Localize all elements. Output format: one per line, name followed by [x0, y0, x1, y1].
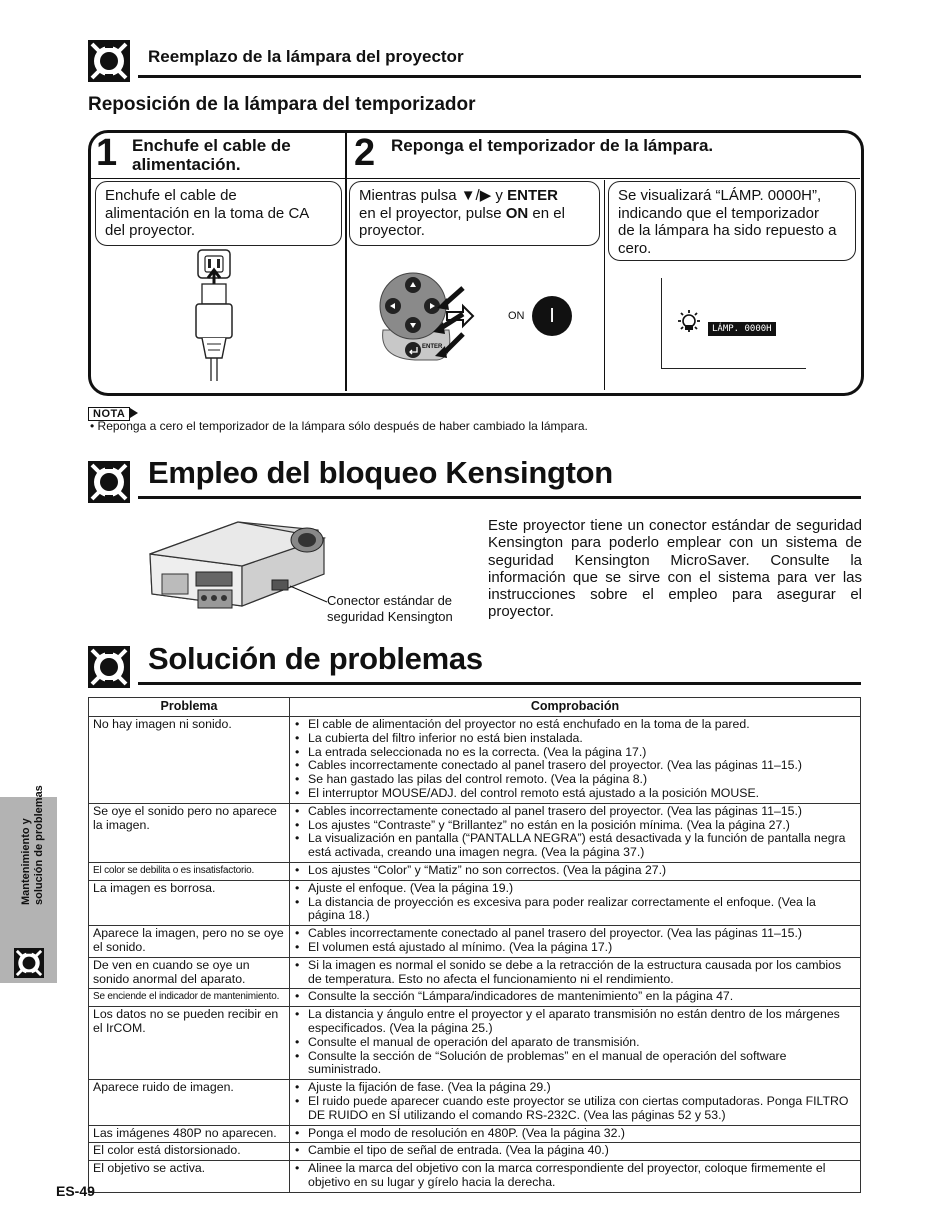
- check-item: • El ruido puede aparecer cuando este proyector se utiliza con ciertas computadoras. Ponga FILTRO DE RUIDO en SÍ utilizando el comando RS-232C. (Vea las páginas 52 y 53.): [294, 1095, 856, 1123]
- check-cell: [290, 1080, 861, 1125]
- check-cell: [290, 1161, 861, 1193]
- kensington-rule: [138, 496, 861, 499]
- table-row: [89, 1143, 861, 1161]
- step-2-title: Reponga el temporizador de la lámpara.: [391, 136, 714, 155]
- problem-cell: Los datos no se pueden recibir en el IrCOM.: [89, 1007, 290, 1080]
- problem-cell: Se oye el sonido pero no aparece la imagen.: [89, 803, 290, 862]
- check-cell: [290, 957, 861, 989]
- table-row: [89, 1125, 861, 1143]
- check-item: • Consulte la sección de “Solución de problemas” en el manual de operación del software suministrado.: [294, 1050, 856, 1078]
- problem-cell: El color se debilita o es insatisfactorio.: [89, 862, 290, 880]
- check-item: • La distancia de proyección es excesiva para poder realizar correctamente el enfoque. (Vea la página 18.): [294, 896, 856, 924]
- problem-cell: No hay imagen ni sonido.: [89, 717, 290, 804]
- power-on-button: I: [532, 296, 572, 336]
- troubleshooting-title: Solución de problemas: [148, 641, 483, 676]
- table-row: [89, 989, 861, 1007]
- kensington-title: Empleo del bloqueo Kensington: [148, 455, 613, 490]
- osd-lamp-readout: LÁMP. 0000H: [708, 322, 776, 336]
- step-1-bubble: Enchufe el cable de alimentación en la toma de CA del proyector.: [95, 181, 342, 246]
- troubleshooting-table: [88, 697, 861, 1193]
- check-item: • Los ajustes “Color” y “Matiz” no son correctos. (Vea la página 27.): [294, 864, 856, 878]
- lamp-icon: [676, 308, 702, 334]
- table-row: [89, 1080, 861, 1125]
- check-item: • Cables incorrectamente conectado al panel trasero del proyector. (Vea las páginas 11–15.): [294, 927, 856, 941]
- check-cell: [290, 989, 861, 1007]
- check-cell: [290, 1143, 861, 1161]
- table-row: [89, 803, 861, 862]
- problem-cell: El objetivo se activa.: [89, 1161, 290, 1193]
- check-item: • Consulte el manual de operación del aparato de transmisión.: [294, 1036, 856, 1050]
- kensington-body: Este proyector tiene un conector estándar de seguridad Kensington para poderlo emplear con un sistema de seguridad Kensington MicroSaver. Consulte la información que se sirve con el sistema para ver las instrucciones sobre el empleo para asegurar el proyector.: [488, 517, 862, 621]
- problem-cell: La imagen es borrosa.: [89, 880, 290, 925]
- projector-illustration: [142, 514, 342, 634]
- table-row: [89, 880, 861, 925]
- check-cell: [290, 803, 861, 862]
- problem-cell: Aparece ruido de imagen.: [89, 1080, 290, 1125]
- check-item: • La distancia y ángulo entre el proyector y el aparato transmisión no están dentro de los márgenes especificados. (Vea la página 25.): [294, 1008, 856, 1036]
- check-item: • El interruptor MOUSE/ADJ. del control remoto está ajustado a la posición MOUSE.: [294, 787, 856, 801]
- note-badge: NOTA: [88, 404, 138, 422]
- check-cell: [290, 880, 861, 925]
- problem-cell: El color está distorsionado.: [89, 1143, 290, 1161]
- check-item: • Cables incorrectamente conectado al panel trasero del proyector. (Vea las páginas 11–15.): [294, 759, 856, 773]
- check-item: • Alinee la marca del objetivo con la marca correspondiente del proyector, coloque firmemente el objetivo en su lugar y gírelo hacia la derecha.: [294, 1162, 856, 1190]
- check-item: • La cubierta del filtro inferior no está bien instalada.: [294, 732, 856, 746]
- table-row: [89, 957, 861, 989]
- maintenance-icon: [88, 40, 130, 82]
- table-row: [89, 926, 861, 958]
- check-item: • Se han gastado las pilas del control remoto. (Vea la página 8.): [294, 773, 856, 787]
- check-item: • La visualización en pantalla (“PANTALLA NEGRA”) está desactivada y la función de pantalla negra está activada, creando una imagen negra. (Vea la página 37.): [294, 832, 856, 860]
- check-item: • Consulte la sección “Lámpara/indicadores de mantenimiento” en la página 47.: [294, 990, 856, 1004]
- check-item: • La entrada seleccionada no es la correcta. (Vea la página 17.): [294, 746, 856, 760]
- check-item: • El cable de alimentación del proyector no está enchufado en la toma de la pared.: [294, 718, 856, 732]
- header-rule: [138, 75, 861, 78]
- power-cord-illustration: [180, 248, 250, 383]
- reset-section-title: Reposición de la lámpara del temporizador: [88, 94, 476, 115]
- step-divider: [345, 133, 347, 391]
- on-label: ON: [508, 310, 525, 322]
- note-text: • Reponga a cero el temporizador de la lámpara sólo después de haber cambiado la lámpara.: [90, 419, 588, 433]
- enter-key-label: ENTER: [422, 344, 443, 350]
- table-row: [89, 717, 861, 804]
- maintenance-icon: [14, 948, 44, 978]
- check-cell: [290, 926, 861, 958]
- step-2-number: 2: [354, 132, 376, 174]
- check-item: • Ajuste el enfoque. (Vea la página 19.): [294, 882, 856, 896]
- problem-cell: Aparece la imagen, pero no se oye el sonido.: [89, 926, 290, 958]
- maintenance-icon: [88, 461, 130, 503]
- check-item: • Cables incorrectamente conectado al panel trasero del proyector. (Vea las páginas 11–15.): [294, 805, 856, 819]
- check-cell: [290, 862, 861, 880]
- table-row: [89, 1161, 861, 1193]
- maintenance-icon: [88, 646, 130, 688]
- step-1-number: 1: [96, 132, 118, 174]
- steps-header-rule: [91, 178, 860, 179]
- check-cell: [290, 717, 861, 804]
- step-1-title: Enchufe el cable de alimentación.: [132, 136, 291, 174]
- kensington-caption: Conector estándar de seguridad Kensington: [327, 593, 453, 624]
- step-2b-bubble: Se visualizará “LÁMP. 0000H”, indicando que el temporizador de la lámpara ha sido repuesto a cero.: [608, 181, 856, 261]
- check-item: • Ajuste la fijación de fase. (Vea la página 29.): [294, 1081, 856, 1095]
- check-item: • Si la imagen es normal el sonido se debe a la retracción de la estructura causada por los cambios de temperatura. Esto no afecta el funcionamiento ni el rendimiento.: [294, 959, 856, 987]
- table-row: [89, 862, 861, 880]
- osd-screen-bottom: [661, 368, 806, 369]
- problem-cell: De ven en cuando se oye un sonido anormal del aparato.: [89, 957, 290, 989]
- troubleshooting-rule: [138, 682, 861, 685]
- osd-screen-edge: [661, 278, 662, 369]
- check-item: • El volumen está ajustado al mínimo. (Vea la página 17.): [294, 941, 856, 955]
- page-header-title: Reemplazo de la lámpara del proyector: [148, 47, 464, 66]
- page-number: ES-49: [56, 1183, 95, 1199]
- side-tab-label: Mantenimiento y solución de problemas: [20, 785, 45, 905]
- check-item: • Ponga el modo de resolución en 480P. (Vea la página 32.): [294, 1127, 856, 1141]
- check-cell: [290, 1007, 861, 1080]
- column-header-problem: Problema: [89, 698, 290, 717]
- check-item: • Cambie el tipo de señal de entrada. (Vea la página 40.): [294, 1144, 856, 1158]
- step-2a-bubble: Mientras pulsa ▼/▶ y ENTER en el proyector, pulse ON en el proyector.: [349, 181, 600, 246]
- check-item: • Los ajustes “Contraste” y “Brillantez” no están en la posición mínima. (Vea la página 27.): [294, 819, 856, 833]
- column-header-check: Comprobación: [290, 698, 861, 717]
- problem-cell: Se enciende el indicador de mantenimiento.: [89, 989, 290, 1007]
- table-row: [89, 1007, 861, 1080]
- substep-divider: [604, 180, 605, 390]
- problem-cell: Las imágenes 480P no aparecen.: [89, 1125, 290, 1143]
- check-cell: [290, 1125, 861, 1143]
